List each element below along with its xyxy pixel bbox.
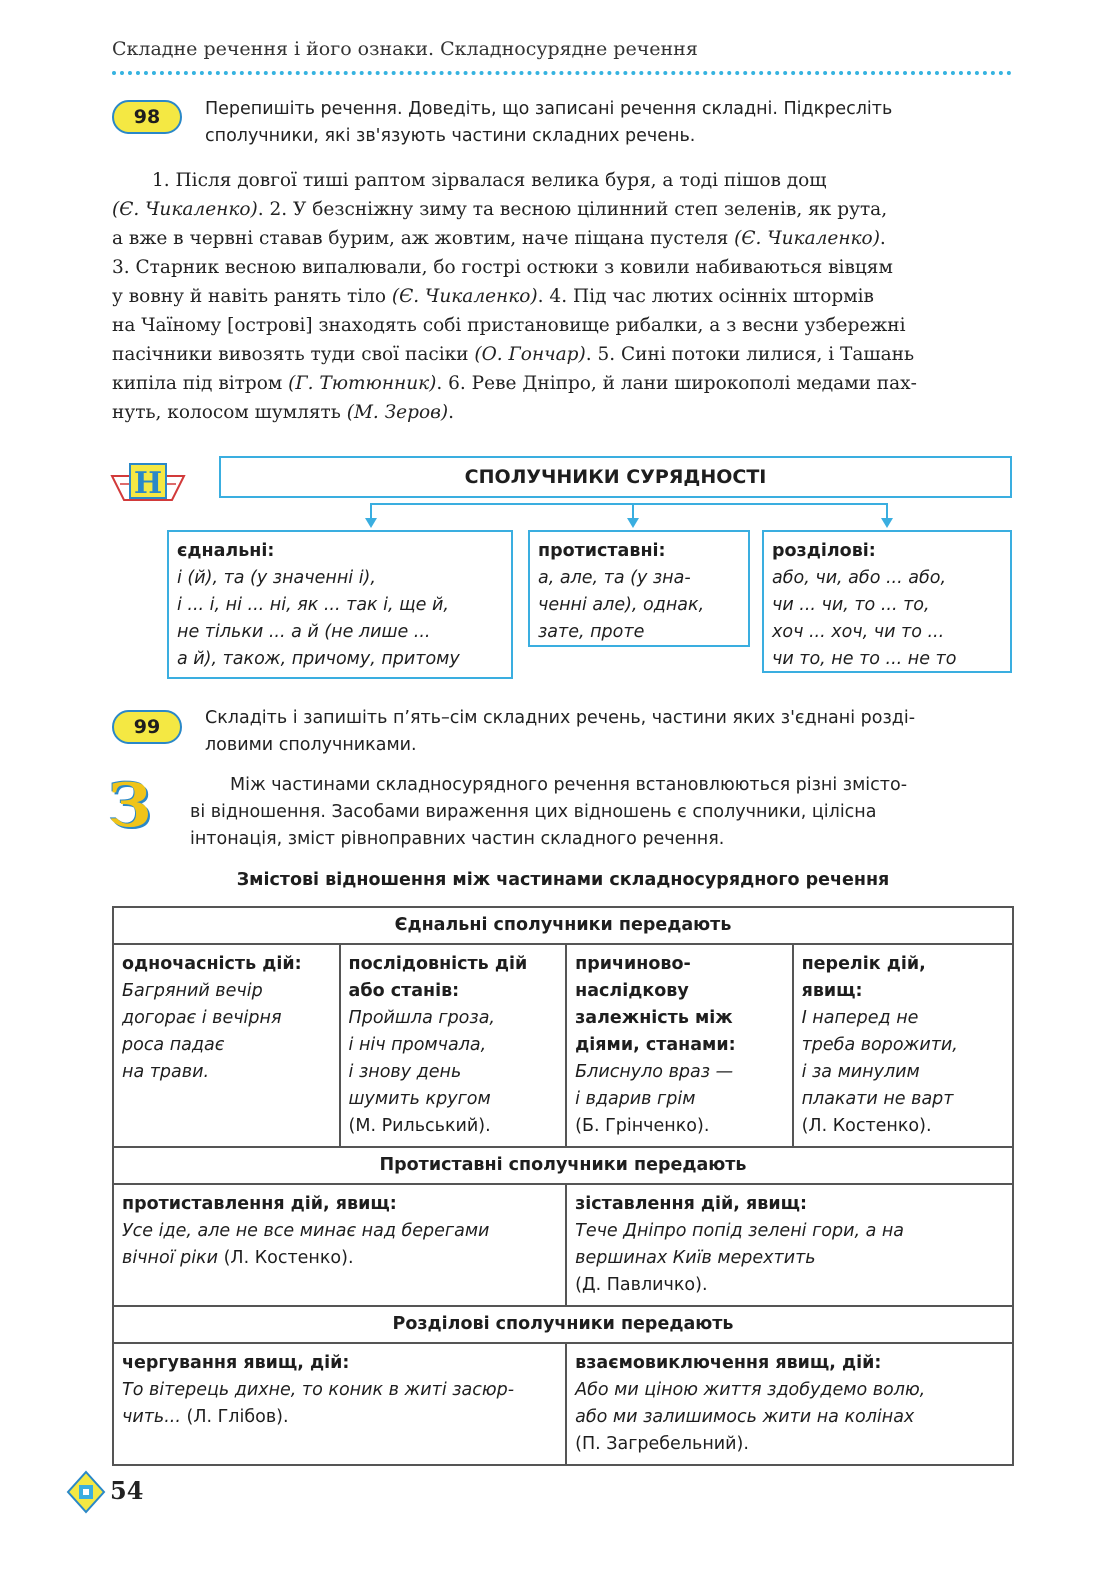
svg-text:Н: Н: [133, 466, 163, 501]
scheme-connector: [886, 503, 888, 519]
text-run: 1. Після довгої тиші раптом зірвалася велика буря, а тоді пішов дощ: [152, 170, 827, 191]
ornament-icon: [66, 1470, 106, 1514]
exercise-line: [112, 166, 1014, 195]
text-run: а вже в червні ставав бурим, аж жовтим, наче піщана пустеля: [112, 228, 735, 249]
cell-heading: діями, станами:: [575, 1035, 736, 1055]
exercise-line: [112, 340, 1014, 369]
table-cell: [793, 944, 1013, 1147]
source-citation: (Є. Чикаленко): [112, 199, 258, 220]
text-run: .: [448, 402, 454, 423]
box-line: і (й), та (у значенні і),: [177, 568, 376, 588]
conjunction-box-copulative: [167, 530, 513, 679]
text-run: .: [879, 228, 886, 249]
text-run: кипіла під вітром: [112, 373, 289, 394]
theory-letter-icon: З: [108, 771, 152, 841]
cell-heading: протиставлення дій, явищ:: [122, 1194, 397, 1214]
table-row: [113, 1306, 1013, 1343]
text-run: 3. Старник весною випалювали, бо гострі остюки з ковили набиваються вівцям: [112, 257, 893, 278]
cell-heading: одночасність дій:: [122, 954, 302, 974]
task-line: Перепишіть речення. Доведіть, що записані речення складні. Підкресліть: [205, 99, 893, 119]
theory-line: ві відношення. Засобами вираження цих відношень є сполучники, цілісна: [190, 802, 877, 822]
task-line: ловими сполучниками.: [205, 735, 417, 755]
cell-heading: взаємовиключення явищ, дій:: [575, 1353, 882, 1373]
cell-heading: або станів:: [348, 981, 460, 1001]
box-line: або, чи, або ... або,: [772, 568, 947, 588]
cell-example: роса падає: [122, 1035, 225, 1055]
cell-heading: наслідкову: [575, 981, 689, 1001]
scheme-title: СПОЛУЧНИКИ СУРЯДНОСТІ: [219, 456, 1012, 498]
exercise-line: [112, 369, 1014, 398]
header-divider: [112, 71, 1012, 75]
cell-example: Або ми ціною життя здобудемо волю,: [575, 1380, 926, 1400]
exercise-line: [112, 311, 1014, 340]
source-citation: (О. Гончар): [474, 344, 586, 365]
box-line: а, але, та (у зна-: [538, 568, 691, 588]
box-line: ченні але), однак,: [538, 595, 705, 615]
cell-example: Пройшла гроза,: [348, 1008, 495, 1028]
cell-example: і знову день: [348, 1062, 462, 1082]
cell-heading: перелік дій,: [801, 954, 926, 974]
table-row: [113, 1184, 1013, 1306]
arrow-down-icon: [627, 518, 639, 528]
source-citation: (Г. Тютюнник): [288, 373, 437, 394]
cell-example: догорає і вечірня: [122, 1008, 282, 1028]
theory-text: [190, 772, 1012, 853]
source-citation: (М. Зеров): [346, 402, 449, 423]
text-run: нуть, колосом шумлять: [112, 402, 347, 423]
arrow-down-icon: [881, 518, 893, 528]
rule-letter-icon: [110, 460, 186, 504]
cell-example: вершинах Київ мерехтить: [575, 1248, 816, 1268]
text-run: . 2. У безсніжну зиму та весною цілинний степ зеленів, як рута,: [257, 199, 888, 220]
table-cell: [566, 1184, 1013, 1306]
table-cell: [340, 944, 567, 1147]
cell-example: плакати не варт: [801, 1089, 954, 1109]
exercise-number-badge: 98: [112, 100, 182, 134]
cell-example: або ми залишимось жити на колінах: [575, 1407, 915, 1427]
cell-heading: зіставлення дій, явищ:: [575, 1194, 807, 1214]
exercise-98-task: [205, 96, 1015, 150]
box-line: а й), також, причому, притому: [177, 649, 460, 669]
cell-source: (М. Рильський).: [348, 1116, 491, 1136]
table-cell: [566, 944, 792, 1147]
table-row: [113, 907, 1013, 944]
cell-source: (Л. Костенко).: [801, 1116, 932, 1136]
box-line: зате, проте: [538, 622, 645, 642]
cell-source: (Л. Костенко).: [223, 1248, 354, 1268]
cell-example: і вдарив грім: [575, 1089, 696, 1109]
section-header: Протиставні сполучники передають: [113, 1147, 1013, 1184]
exercise-line: [112, 398, 1014, 427]
box-line: хоч ... хоч, чи то ...: [772, 622, 945, 642]
cell-example: і ніч промчала,: [348, 1035, 487, 1055]
table-cell: [113, 1343, 566, 1465]
table-row: [113, 944, 1013, 1147]
box-line: і ... і, ні ... ні, як ... так і, ще й,: [177, 595, 449, 615]
text-run: . 6. Реве Дніпро, й лани широкополі медами пах-: [436, 373, 917, 394]
conjunction-box-adversative: [528, 530, 750, 647]
cell-source: (Л. Глібов).: [186, 1407, 289, 1427]
exercise-line: [112, 282, 1014, 311]
text-run: пасічники вивозять туди свої пасіки: [112, 344, 475, 365]
cell-example: і за минулим: [801, 1062, 920, 1082]
table-cell: [113, 1184, 566, 1306]
scheme-connector: [370, 503, 372, 519]
text-run: . 5. Сині потоки лилися, і Ташань: [585, 344, 915, 365]
page-number: 54: [110, 1476, 144, 1505]
table-cell: [113, 944, 340, 1147]
cell-example: на трави.: [122, 1062, 210, 1082]
cell-source: (Б. Грінченко).: [575, 1116, 710, 1136]
box-heading: протиставні:: [538, 541, 666, 561]
exercise-98-text: [112, 166, 1014, 427]
cell-heading: явищ:: [801, 981, 863, 1001]
cell-example: шумить кругом: [348, 1089, 491, 1109]
scheme-connector: [371, 503, 887, 505]
table-row: [113, 1343, 1013, 1465]
theory-line: Між частинами складносурядного речення встановлюються різні змісто-: [230, 775, 908, 795]
text-run: на Чаїному [острові] знаходять собі пристановище рибалки, а з весни узбережні: [112, 315, 906, 336]
cell-example: Тече Дніпро попід зелені гори, а на: [575, 1221, 905, 1241]
arrow-down-icon: [365, 518, 377, 528]
cell-heading: чергування явищ, дій:: [122, 1353, 350, 1373]
section-header: Єднальні сполучники передають: [113, 907, 1013, 944]
task-line: Складіть і запишіть п’ять–сім складних речень, частини яких з'єднані розді-: [205, 708, 916, 728]
cell-heading: причиново-: [575, 954, 691, 974]
table-cell: [566, 1343, 1013, 1465]
source-citation: (Є. Чикаленко): [391, 286, 538, 307]
task-line: сполучники, які зв'язують частини складних речень.: [205, 126, 696, 146]
source-citation: (Є. Чикаленко): [734, 228, 880, 249]
box-line: чи то, не то ... не то: [772, 649, 957, 669]
cell-example: Блиснуло враз —: [575, 1062, 734, 1082]
section-header: Розділові сполучники передають: [113, 1306, 1013, 1343]
exercise-number-badge: 99: [112, 710, 182, 744]
conjunction-box-disjunctive: [762, 530, 1012, 673]
cell-heading: послідовність дій: [348, 954, 528, 974]
cell-example: Усе іде, але не все минає над берегами: [122, 1221, 490, 1241]
table-title: Змістові відношення між частинами складносурядного речення: [236, 870, 890, 890]
exercise-line: [112, 195, 1014, 224]
cell-example: І наперед не: [801, 1008, 919, 1028]
cell-example: вічної ріки: [122, 1248, 219, 1268]
text-run: у вовну й навіть ранять тіло: [112, 286, 392, 307]
text-run: . 4. Під час лютих осінніх штормів: [537, 286, 874, 307]
running-title: Складне речення і його ознаки. Складносурядне речення: [112, 38, 698, 60]
box-line: не тільки ... а й (не лише ...: [177, 622, 431, 642]
table-row: [113, 1147, 1013, 1184]
cell-example: треба ворожити,: [801, 1035, 958, 1055]
scheme-connector: [632, 503, 634, 519]
cell-example: чить...: [122, 1407, 181, 1427]
theory-line: інтонація, зміст рівноправних частин складного речення.: [190, 829, 725, 849]
cell-example: Багряний вечір: [122, 981, 263, 1001]
exercise-line: [112, 224, 1014, 253]
relations-table: [112, 906, 1014, 1466]
box-line: чи ... чи, то ... то,: [772, 595, 930, 615]
cell-source: (Д. Павличко).: [575, 1275, 708, 1295]
exercise-line: [112, 253, 1014, 282]
box-heading: розділові:: [772, 541, 876, 561]
cell-heading: залежність між: [575, 1008, 733, 1028]
box-heading: єднальні:: [177, 541, 275, 561]
cell-source: (П. Загребельний).: [575, 1434, 749, 1454]
exercise-99-task: [205, 705, 1015, 759]
cell-example: То вітерець дихне, то коник в житі засюр-: [122, 1380, 515, 1400]
